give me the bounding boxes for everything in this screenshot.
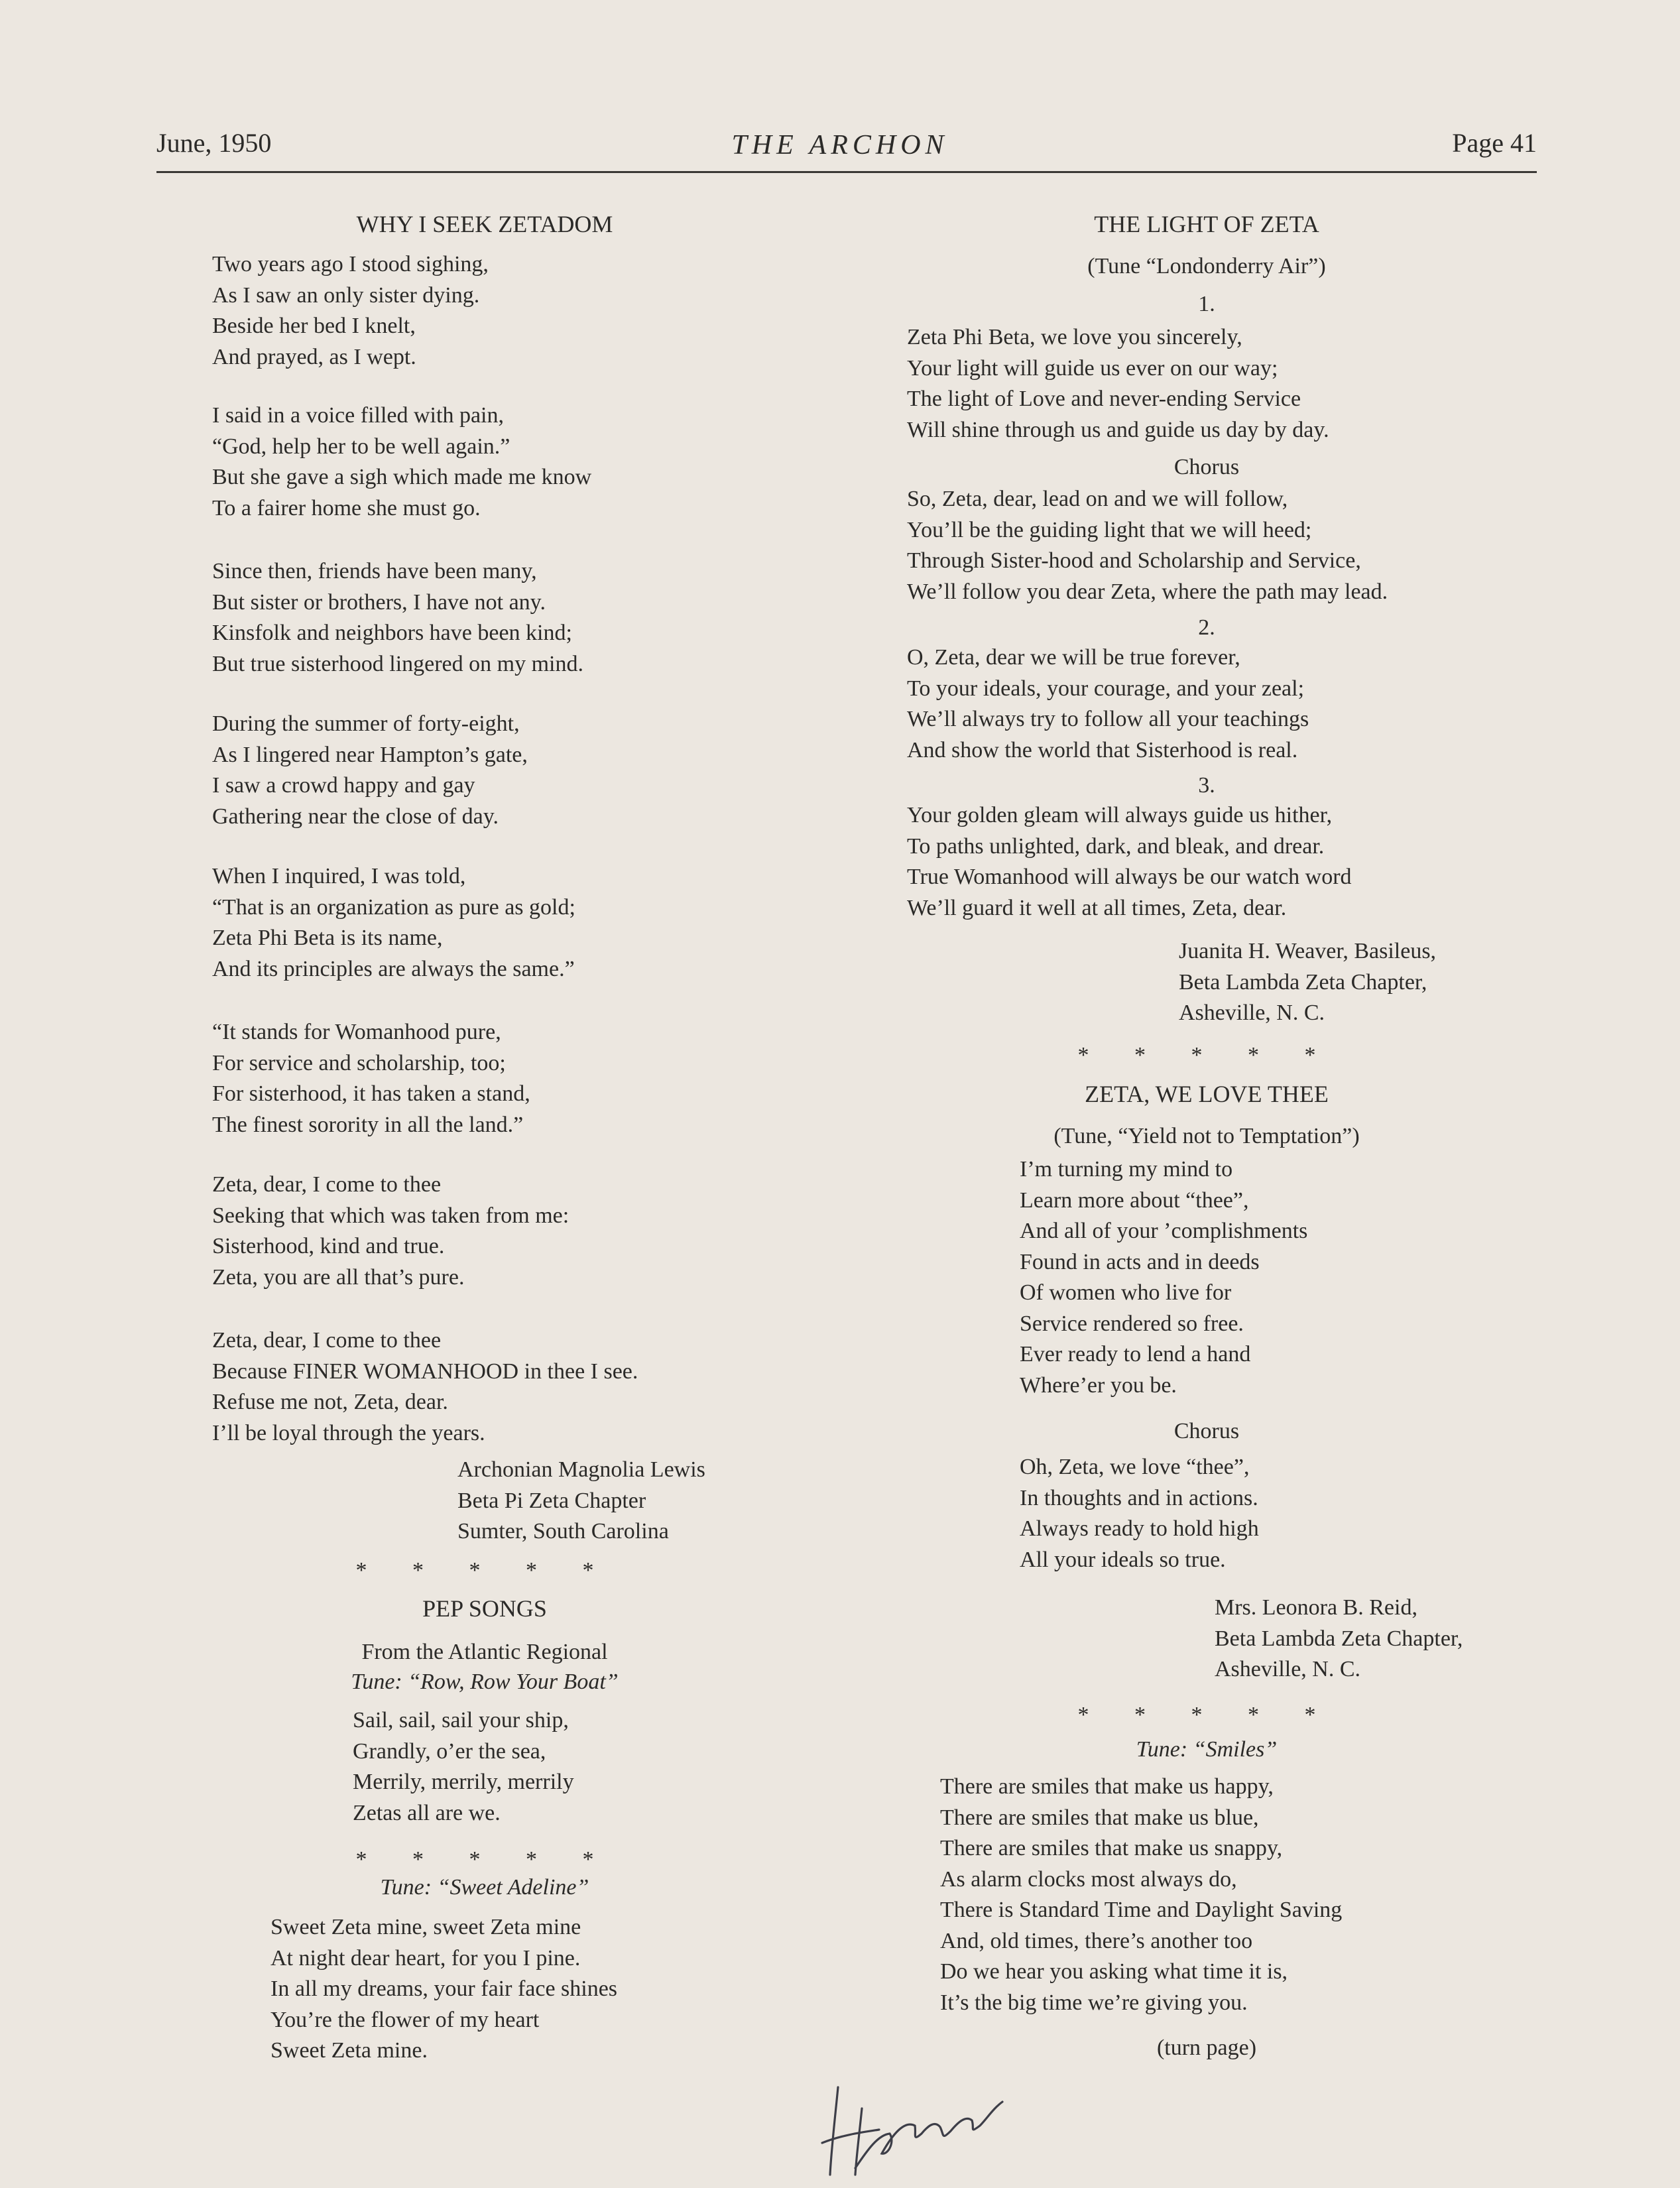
verse-number: 2.: [1198, 615, 1215, 640]
author-line: Asheville, N. C.: [1215, 1657, 1361, 1681]
poem-line: Zeta, dear, I come to thee: [212, 1328, 442, 1353]
publication-title: THE ARCHON: [731, 130, 949, 160]
verse-line: Of women who live for: [1020, 1280, 1232, 1305]
verse-line: We’ll always try to follow all your teachings: [907, 707, 1309, 731]
verse-line: I’m turning my mind to: [1020, 1157, 1233, 1182]
song-line: Do we hear you asking what time it is,: [940, 1959, 1288, 1984]
song-line: At night dear heart, for you I pine.: [270, 1945, 581, 1971]
verse-line: Where’er you be.: [1020, 1372, 1177, 1398]
poem-line: And prayed, as I wept.: [212, 344, 416, 369]
poem-line: I saw a crowd happy and gay: [212, 773, 475, 798]
verse-line: Learn more about “thee”,: [1020, 1187, 1249, 1213]
poem-line: Gathering near the close of day.: [212, 804, 499, 829]
subtitle: From the Atlantic Regional: [361, 1640, 608, 1664]
poem-line: Sisterhood, kind and true.: [212, 1234, 445, 1258]
verse-line: True Womanhood will always be our watch word: [907, 865, 1352, 889]
verse-line: Service rendered so free.: [1020, 1311, 1244, 1336]
chorus-line: So, Zeta, dear, lead on and we will follow,: [907, 487, 1288, 511]
verse-line: And show the world that Sisterhood is real.: [907, 737, 1298, 762]
poem-line: When I inquired, I was told,: [212, 864, 466, 888]
song-line: Sail, sail, sail your ship,: [353, 1708, 569, 1732]
chorus-line: Oh, Zeta, we love “thee”,: [1020, 1455, 1250, 1479]
poem-line: Seeking that which was taken from me:: [212, 1203, 570, 1228]
song-line: You’re the flower of my heart: [270, 2007, 540, 2032]
song-line: There are smiles that make us blue,: [940, 1805, 1259, 1830]
poem-line: And its principles are always the same.”: [212, 956, 575, 981]
poem-line: During the summer of forty-eight,: [212, 711, 520, 736]
tune-label: Tune: “Sweet Adeline”: [380, 1875, 589, 1900]
song-line: There are smiles that make us snappy,: [940, 1836, 1283, 1860]
author-line: Beta Lambda Zeta Chapter,: [1215, 1626, 1463, 1651]
page-number: Page 41: [1452, 128, 1537, 158]
poem-title: WHY I SEEK ZETADOM: [356, 211, 613, 237]
poem-line: But sister or brothers, I have not any.: [212, 589, 546, 615]
poem-line: “It stands for Womanhood pure,: [212, 1020, 501, 1044]
chorus-line: Through Sister-hood and Scholarship and Service,: [907, 548, 1361, 573]
chorus-line: We’ll follow you dear Zeta, where the path may lead.: [907, 579, 1388, 604]
verse-line: Will shine through us and guide us day by day.: [907, 417, 1329, 442]
author-line: Beta Pi Zeta Chapter: [457, 1488, 646, 1513]
song-line: There are smiles that make us happy,: [940, 1774, 1274, 1799]
poem-line: But true sisterhood lingered on my mind.: [212, 651, 583, 676]
song-line: Merrily, merrily, merrily: [353, 1770, 574, 1794]
verse-line: And all of your ’complishments: [1020, 1219, 1308, 1243]
author-line: Sumter, South Carolina: [457, 1519, 669, 1544]
verse-line: Your golden gleam will always guide us hither,: [907, 803, 1333, 827]
verse-line: To paths unlighted, dark, and bleak, and drear.: [907, 833, 1325, 859]
song-line: Zetas all are we.: [353, 1800, 501, 1825]
poem-line: Zeta, dear, I come to thee: [212, 1172, 442, 1197]
poem-line: Refuse me not, Zeta, dear.: [212, 1390, 448, 1414]
author-line: Mrs. Leonora B. Reid,: [1215, 1595, 1417, 1620]
handwritten-signature: [815, 2069, 1008, 2181]
verse-line: Your light will guide us ever on our way;: [907, 355, 1278, 381]
verse-line: Found in acts and in deeds: [1020, 1249, 1260, 1274]
chorus-line: All your ideals so true.: [1020, 1547, 1226, 1572]
poem-line: Zeta Phi Beta is its name,: [212, 926, 443, 950]
poem-line: Beside her bed I knelt,: [212, 314, 416, 338]
verse-number: 3.: [1198, 773, 1215, 798]
poem-line: Two years ago I stood sighing,: [212, 252, 489, 276]
verse-line: Ever ready to lend a hand: [1020, 1342, 1251, 1367]
verse-line: To your ideals, your courage, and your zeal;: [907, 676, 1305, 701]
poem-line: Because FINER WOMANHOOD in thee I see.: [212, 1359, 638, 1384]
verse-line: We’ll guard it well at all times, Zeta, dear.: [907, 895, 1287, 920]
song-line: There is Standard Time and Daylight Saving: [940, 1898, 1343, 1922]
verse-line: O, Zeta, dear we will be true forever,: [907, 645, 1240, 670]
poem-line: But she gave a sigh which made me know: [212, 465, 592, 489]
continuation-note: (turn page): [1156, 2036, 1257, 2060]
tune-label: (Tune “Londonderry Air”): [1087, 254, 1326, 278]
chorus-label: Chorus: [1173, 455, 1240, 479]
poem-line: As I lingered near Hampton’s gate,: [212, 742, 528, 767]
poem-line: To a fairer home she must go.: [212, 495, 481, 520]
issue-date: June, 1950: [156, 128, 272, 158]
author-line: Asheville, N. C.: [1179, 1001, 1325, 1025]
section-title: PEP SONGS: [422, 1595, 547, 1622]
verse-line: Zeta Phi Beta, we love you sincerely,: [907, 325, 1242, 349]
author-line: Juanita H. Weaver, Basileus,: [1179, 939, 1437, 963]
chorus-line: Always ready to hold high: [1020, 1516, 1259, 1541]
header-rule: [156, 171, 1537, 173]
verse-number: 1.: [1198, 292, 1215, 316]
author-line: Archonian Magnolia Lewis: [457, 1457, 705, 1482]
tune-label: Tune: “Row, Row Your Boat”: [351, 1670, 619, 1694]
song-line: Sweet Zeta mine, sweet Zeta mine: [270, 1915, 581, 1939]
song-line: In all my dreams, your fair face shines: [270, 1976, 618, 2001]
poem-line: For sisterhood, it has taken a stand,: [212, 1081, 530, 1106]
poem-line: “That is an organization as pure as gold;: [212, 894, 575, 920]
section-divider: * * * * *: [355, 1847, 614, 1872]
poem-line: “God, help her to be well again.”: [212, 434, 510, 459]
poem-line: I said in a voice filled with pain,: [212, 403, 504, 428]
section-divider: * * * * *: [355, 1558, 614, 1583]
poem-title: THE LIGHT OF ZETA: [1094, 211, 1319, 237]
song-line: As alarm clocks most always do,: [940, 1866, 1237, 1892]
section-divider: * * * * *: [1077, 1043, 1336, 1067]
chorus-label: Chorus: [1173, 1419, 1240, 1443]
section-title: ZETA, WE LOVE THEE: [1085, 1081, 1329, 1107]
poem-line: Since then, friends have been many,: [212, 559, 537, 583]
song-line: It’s the big time we’re giving you.: [940, 1990, 1248, 2015]
poem-line: Kinsfolk and neighbors have been kind;: [212, 621, 572, 645]
poem-line: I’ll be loyal through the years.: [212, 1420, 485, 1445]
poem-line: The finest sorority in all the land.”: [212, 1112, 524, 1137]
song-line: And, old times, there’s another too: [940, 1928, 1253, 1953]
poem-line: Zeta, you are all that’s pure.: [212, 1264, 465, 1290]
tune-label: (Tune, “Yield not to Temptation”): [1053, 1124, 1360, 1148]
tune-label: Tune: “Smiles”: [1136, 1737, 1278, 1762]
song-line: Sweet Zeta mine.: [270, 2038, 428, 2063]
song-line: Grandly, o’er the sea,: [353, 1738, 546, 1764]
poem-line: As I saw an only sister dying.: [212, 282, 480, 308]
verse-line: The light of Love and never-ending Service: [907, 387, 1301, 411]
section-divider: * * * * *: [1077, 1703, 1336, 1727]
chorus-line: In thoughts and in actions.: [1020, 1485, 1258, 1510]
author-line: Beta Lambda Zeta Chapter,: [1179, 969, 1427, 995]
chorus-line: You’ll be the guiding light that we will heed;: [907, 517, 1312, 542]
poem-line: For service and scholarship, too;: [212, 1050, 506, 1075]
